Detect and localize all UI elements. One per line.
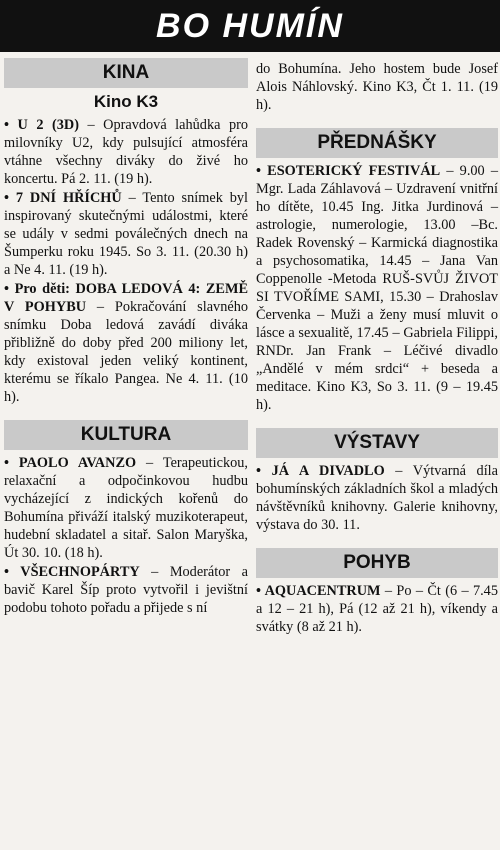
left-column: [4, 58, 248, 618]
entry-text: – 9.00 – Mgr. Lada Záhlavová – Uzdravení vnitřní ho dítěte, 10.45 Ing. Jitka Jurdinová – astrologie, numerologie, 13.00 –Bc. Radek Rovenský – Karmická diagnostika a psychosomatika, 14.45 – Jana Van Coppenolle -Metoda RUŠ-SVŮJ ŽIVOT SI TVOŘÍME SAMI, 15.30 – Drahoslav Červenka – Muži a ženy musí mluvit o lásce a sexualitě, 17.45 – Gabriela Filippi, RNDr. Jan Frank – Léčivé divadlo „Andělé v mém srdci“ + beseda a meditace. Kino K3, So 3. 11. (9 – 19.45 h).: [256, 163, 498, 413]
section-header-pohyb: POHYB: [256, 548, 498, 578]
section-header-vystavy: VÝSTAVY: [256, 428, 498, 458]
entry-text: – Pokračování slavného snímku Doba ledová zavádí diváka přibližně do doby před 200 miliony let, kdy existoval jeden veliký kontinent, kterému se říkalo Pangea. Ne 4. 11. (10 h).: [4, 299, 248, 405]
section-header-prednasky: PŘEDNÁŠKY: [256, 128, 498, 158]
listing-entry: [256, 462, 498, 534]
entry-text: – Moderátor a bavič Karel Šíp proto vytvořil i jevištní podobu tohoto pořadu a přijede s ní: [4, 564, 249, 616]
page-header: [0, 0, 500, 52]
listing-entry: [4, 563, 248, 617]
entry-text: – Terapeutickou, relaxační a odpočinkovou hudbu vycházející z indických kořenů do Bohumína přiváží italský muzikoterapeut, hudební skladatel a sitař. Salon Maryška, Út 30. 10. (18 h).: [4, 455, 248, 561]
entry-text: – Výtvarná díla bohumínských základních škol a mladých návštěvníků knihovny. Galerie knihovny, výstava do 30. 11.: [256, 463, 498, 533]
entry-title: • JÁ A DIVADLO: [256, 463, 385, 479]
entry-text: – Opravdová lahůdka pro milovníky U2, kdy pulsující atmosféra vtáhne všechny diváky do živé ho koncertu. Pá 2. 11. (19 h).: [4, 117, 249, 187]
section-header-kina: KINA: [4, 58, 248, 88]
entry-text: – Po – Čt (6 – 7.45 a 12 – 21 h), Pá (12 až 21 h), víkendy a svátky (8 až 21 h).: [256, 583, 498, 635]
listing-entry: [256, 582, 498, 636]
listing-entry: [256, 162, 498, 414]
entry-title: • U 2 (3D): [4, 117, 79, 133]
listing-entry: [4, 116, 248, 188]
section-header-kultura: KULTURA: [4, 420, 248, 450]
entry-title: • ESOTERICKÝ FESTIVÁL: [256, 163, 441, 179]
entry-title: • 7 DNÍ HŘÍCHŮ: [4, 190, 122, 206]
listing-entry: [4, 280, 248, 406]
entry-text: – Tento snímek byl inspirovaný skutečnými událostmi, které se udály v sedmi poválečných dnech na Šumperku roku 1945. So 3. 11. (20.30 h) a Ne 4. 11. (19 h).: [4, 190, 248, 278]
listing-entry: [4, 454, 248, 562]
entry-title: • PAOLO AVANZO: [4, 455, 137, 471]
entry-title: • Pro děti: DOBA LEDOVÁ 4: ZEMĚ V POHYBU: [4, 281, 248, 315]
listing-entry: [4, 189, 248, 279]
page-title: BO HUMÍN: [156, 7, 344, 45]
right-column: [256, 58, 498, 637]
continued-text: do Bohumína. Jeho hostem bude Josef Alois Náhlovský. Kino K3, Čt 1. 11. (19 h).: [256, 61, 498, 113]
entry-title: • VŠECHNOPÁRTY: [4, 564, 140, 580]
subheader-kino-k3: Kino K3: [93, 92, 159, 111]
entry-title: • AQUACENTRUM: [256, 583, 381, 599]
